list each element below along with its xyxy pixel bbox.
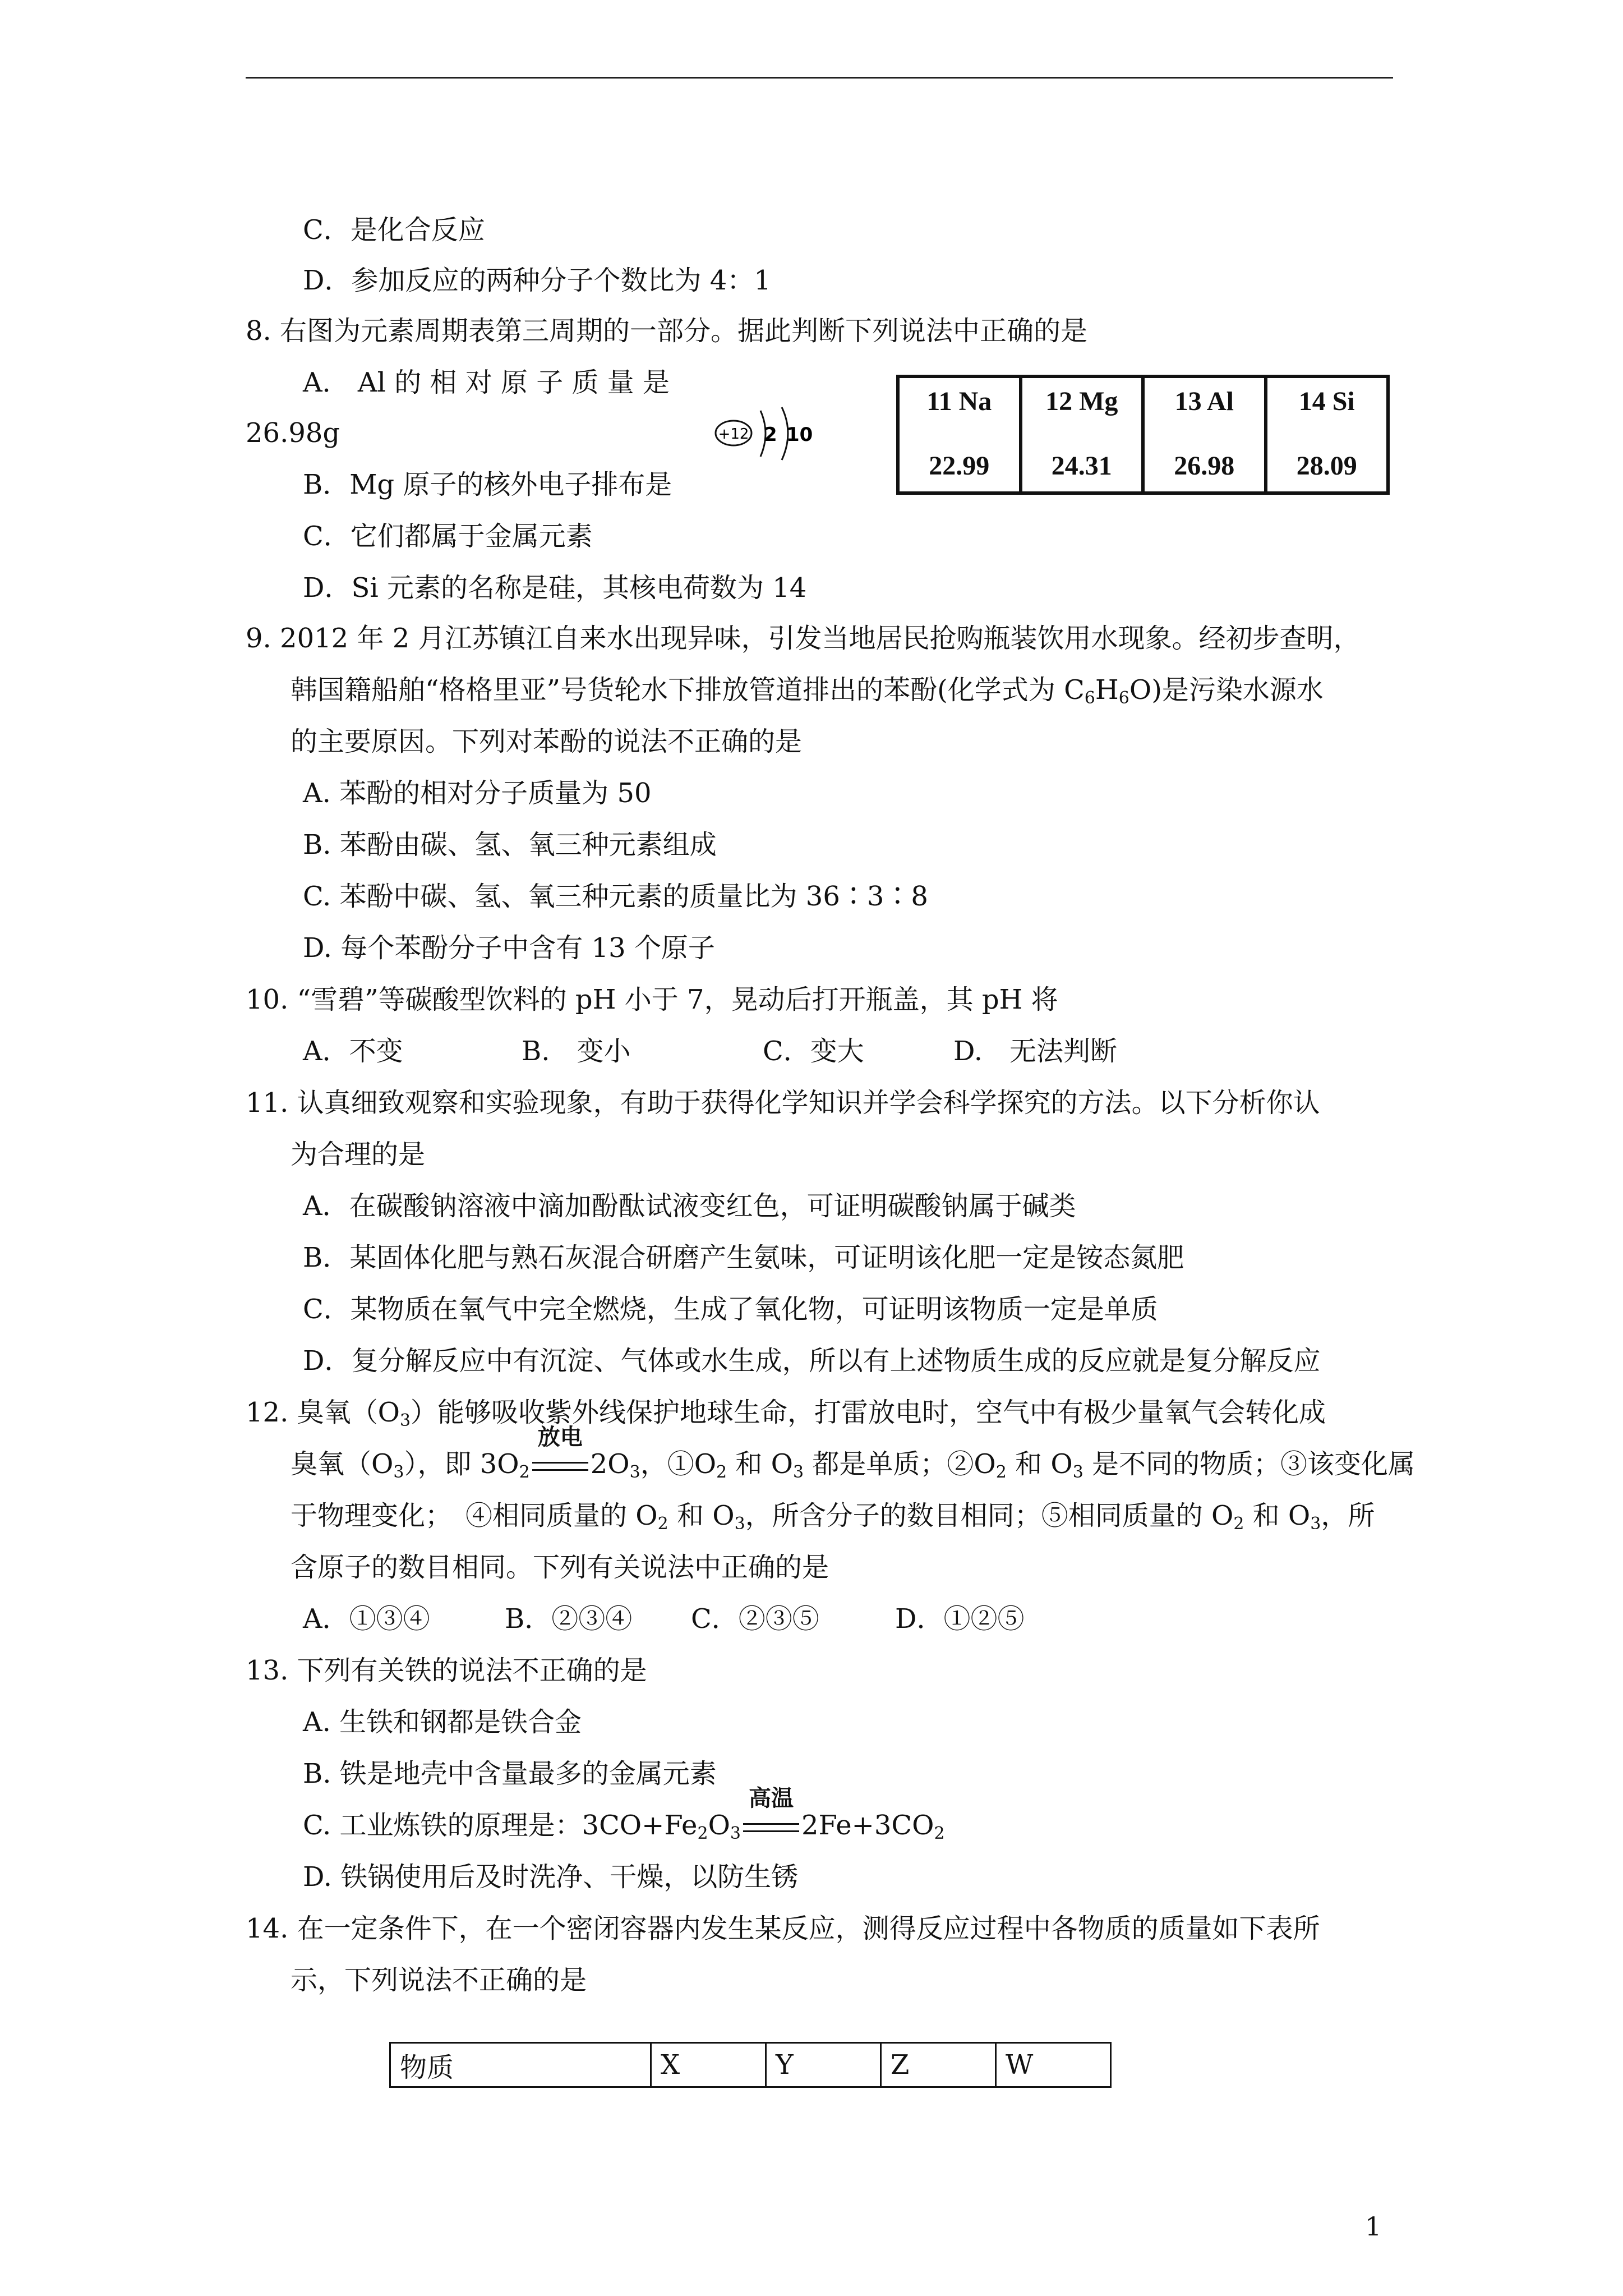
- question-9-line-2: 韩国籍船舶“格格里亚”号货轮水下排放管道排出的苯酚(化学式为 $C_6H_6O$)是污染水源水: [291, 674, 1324, 708]
- q10-option-d: D. 无法判断: [953, 1036, 1118, 1067]
- question-12-line-4: 含原子的数目相同。下列有关说法中正确的是: [291, 1552, 829, 1583]
- question-12-line-2: 臭氧$(O_3)$，即 $3O_2$ 放电 $2O_3$，$①O_2$ 和 $O_3$ 都是单质；$②O_2$ 和 $O_3$ 是不同的物质；③该变化属: [291, 1424, 1415, 1482]
- q8-option-b: B．Mg 原子的核外电子排布是: [303, 469, 672, 500]
- element-cell-si: [1267, 378, 1387, 491]
- question-9: 9. 2012 年 2 月江苏镇江自来水出现异味，引发当地居民抢购瓶装饮用水现象。经初步查明，: [246, 623, 1361, 654]
- question-8: 8. 右图为元素周期表第三周期的一部分。据此判断下列说法中正确的是: [246, 315, 1088, 347]
- equation-condition-high-temperature: 高温: [743, 1809, 799, 1842]
- q12-option-c: C．②③⑤: [691, 1603, 819, 1635]
- element-symbol: 11 Na: [926, 386, 992, 416]
- question-12: 12. 臭氧$(O_3)$能够吸收紫外线保护地球生命，打雷放电时，空气中有极少量氧气会转化成: [246, 1397, 1326, 1430]
- question-14: 14. 在一定条件下，在一个密闭容器内发生某反应，测得反应过程中各物质的质量如下表所: [246, 1913, 1320, 1944]
- q11-option-d: D．复分解反应中有沉淀、气体或水生成，所以有上述物质生成的反应就是复分解反应: [303, 1345, 1321, 1377]
- element-symbol: 13 Al: [1174, 386, 1234, 416]
- q8-option-c: C．它们都属于金属元素: [303, 521, 593, 552]
- q11-option-a: A．在碳酸钠溶液中滴加酚酞试液变红色，可证明碳酸钠属于碱类: [303, 1190, 1076, 1222]
- q7-option-c: C．是化合反应: [303, 214, 485, 246]
- q9-option-d: D. 每个苯酚分子中含有 13 个原子: [303, 932, 715, 964]
- question-11: 11. 认真细致观察和实验现象，有助于获得化学知识并学会科学探究的方法。以下分析你认: [246, 1087, 1320, 1119]
- question-11-line-2: 为合理的是: [291, 1139, 426, 1170]
- table-header-cell: 物质: [390, 2043, 651, 2087]
- q12-option-b: B．②③④: [505, 1603, 633, 1635]
- element-mass: 24.31: [1051, 451, 1112, 481]
- question-14-line-2: 示，下列说法不正确的是: [291, 1964, 587, 1996]
- q11-option-c: C．某物质在氧气中完全燃烧，生成了氧化物，可证明该物质一定是单质: [303, 1294, 1158, 1325]
- q13-option-a: A. 生铁和钢都是铁合金: [303, 1706, 582, 1738]
- q9-option-a: A. 苯酚的相对分子质量为 50: [303, 777, 652, 809]
- q13-option-c: C. 工业炼铁的原理是：$3CO+Fe_2O_3$ 高温 $2Fe+3CO_2$: [303, 1786, 945, 1843]
- table-header-cell: W: [996, 2043, 1111, 2087]
- q9-option-b: B. 苯酚由碳、氢、氧三种元素组成: [303, 829, 717, 861]
- mass-table: [389, 2042, 1112, 2088]
- q11-option-b: B．某固体化肥与熟石灰混合研磨产生氨味，可证明该化肥一定是铵态氮肥: [303, 1242, 1184, 1273]
- question-9-line-3: 的主要原因。下列对苯酚的说法不正确的是: [291, 726, 803, 757]
- table-header-cell: Z: [881, 2043, 996, 2087]
- question-12-line-3: 于物理变化； ④相同质量的 $O_2$ 和 $O_3$，所含分子的数目相同；⑤相同质量的 $O_2$ 和 $O_3$，所: [291, 1500, 1375, 1534]
- atom-structure-diagram: [712, 403, 824, 464]
- table-row: [390, 2043, 1111, 2087]
- atom-shell-1: 2: [764, 424, 777, 446]
- q8-option-d: D．Si 元素的名称是硅，其核电荷数为 14: [303, 572, 807, 604]
- question-10: 10. “雪碧”等碳酸型饮料的 pH 小于 7，晃动后打开瓶盖，其 pH 将: [246, 984, 1058, 1015]
- element-mass: 22.99: [929, 451, 990, 481]
- atom-shell-2: 10: [786, 424, 813, 446]
- q8-option-a-cont: 26.98g: [246, 417, 340, 449]
- element-symbol: 12 Mg: [1045, 386, 1118, 416]
- q8-option-a: A． Al 的 相 对 原 子 质 量 是: [303, 367, 670, 398]
- element-mass: 26.98: [1174, 451, 1235, 481]
- q10-option-c: C．变大: [763, 1036, 864, 1067]
- header-rule: [246, 77, 1393, 79]
- element-symbol: 14 Si: [1298, 386, 1355, 416]
- equation-condition-discharge: 放电: [532, 1447, 588, 1481]
- q13-option-d: D. 铁锅使用后及时洗净、干燥，以防生锈: [303, 1861, 799, 1893]
- element-cell-mg: [1022, 378, 1145, 491]
- element-cell-al: [1145, 378, 1267, 491]
- page-number: 1: [1365, 2211, 1382, 2242]
- table-header-cell: Y: [766, 2043, 881, 2087]
- q13-option-b: B. 铁是地壳中含量最多的金属元素: [303, 1758, 717, 1789]
- q9-option-c: C. 苯酚中碳、氢、氧三种元素的质量比为 36∶3∶8: [303, 881, 928, 912]
- atom-nucleus: +12: [718, 426, 749, 443]
- question-13: 13. 下列有关铁的说法不正确的是: [246, 1655, 647, 1686]
- periodic-table-excerpt: [896, 375, 1390, 495]
- q10-option-a: A．不变: [303, 1036, 403, 1067]
- element-mass: 28.09: [1296, 451, 1357, 481]
- element-cell-na: [900, 378, 1022, 491]
- q12-option-d: D．①②⑤: [895, 1603, 1025, 1635]
- q7-option-d: D．参加反应的两种分子个数比为 4：1: [303, 265, 771, 296]
- q12-option-a: A．①③④: [303, 1603, 430, 1635]
- table-header-cell: X: [651, 2043, 766, 2087]
- q10-option-b: B. 变小: [522, 1036, 631, 1067]
